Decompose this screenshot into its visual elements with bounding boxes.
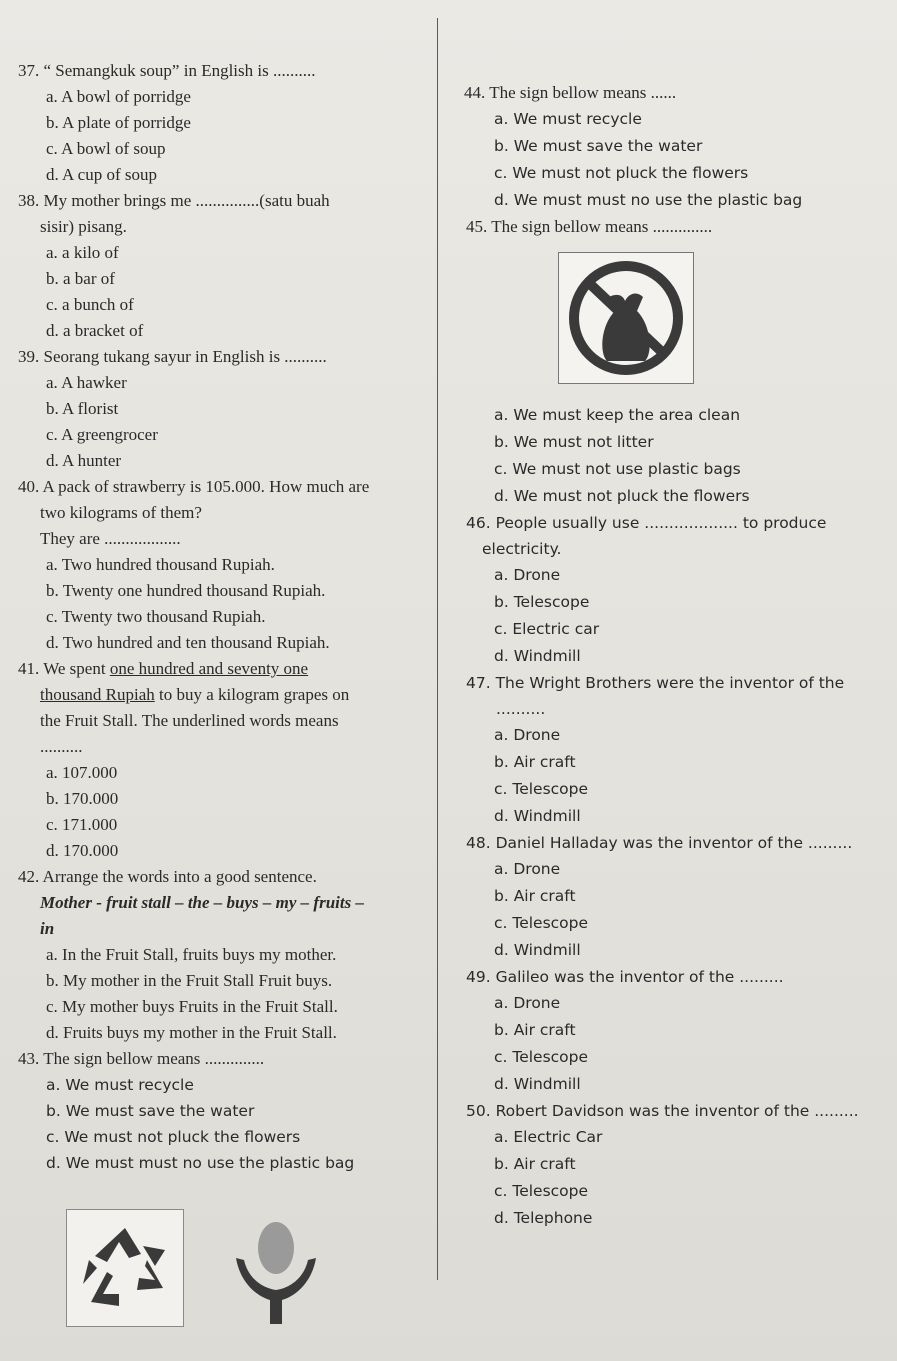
question-45: 45. The sign bellow means .............. bbox=[466, 217, 713, 236]
q41-suffix: to buy a kilogram grapes on bbox=[154, 685, 350, 704]
question-39: 39. Seorang tukang sayur in English is .......... bbox=[18, 347, 327, 366]
q48-option-b[interactable]: b. Air craft bbox=[494, 887, 576, 905]
question-37: 37. “ Semangkuk soup” in English is .......... bbox=[18, 61, 316, 80]
q49-option-a[interactable]: a. Drone bbox=[494, 994, 561, 1012]
q38-option-b[interactable]: b. a bar of bbox=[46, 269, 115, 288]
q37-option-b[interactable]: b. A plate of porridge bbox=[46, 113, 191, 132]
question-40-line2: two kilograms of them? bbox=[40, 503, 202, 522]
q39-option-d[interactable]: d. A hunter bbox=[46, 451, 122, 470]
q42-option-d[interactable]: d. Fruits buys my mother in the Fruit Stall. bbox=[46, 1023, 337, 1042]
question-48: 48. Daniel Halladay was the inventor of the ......... bbox=[466, 834, 853, 852]
q40-option-c[interactable]: c. Twenty two thousand Rupiah. bbox=[46, 607, 266, 626]
right-column bbox=[466, 82, 878, 1232]
left-column bbox=[18, 58, 430, 1176]
question-43: 43. The sign bellow means .............. bbox=[18, 1049, 265, 1068]
question-41-line3: the Fruit Stall. The underlined words means bbox=[40, 711, 339, 730]
q43-option-c[interactable]: c. We must not pluck the flowers bbox=[46, 1128, 301, 1146]
q41-option-b[interactable]: b. 170.000 bbox=[46, 789, 119, 808]
question-44: 44. The sign bellow means ...... bbox=[464, 83, 677, 102]
q41-prefix: 41. We spent bbox=[18, 659, 110, 678]
question-50: 50. Robert Davidson was the inventor of the ......... bbox=[466, 1102, 859, 1120]
q44-option-a[interactable]: a. We must recycle bbox=[494, 110, 642, 128]
q44-option-d[interactable]: d. We must must no use the plastic bag bbox=[494, 191, 803, 209]
q45-option-c[interactable]: c. We must not use plastic bags bbox=[494, 460, 741, 478]
q41-underlined-1: one hundred and seventy one bbox=[109, 659, 309, 678]
q50-option-b[interactable]: b. Air craft bbox=[494, 1155, 576, 1173]
question-42: 42. Arrange the words into a good sentence. bbox=[18, 867, 317, 886]
q38-option-d[interactable]: d. a bracket of bbox=[46, 321, 144, 340]
q39-option-a[interactable]: a. A hawker bbox=[46, 373, 127, 392]
q42-words-line2: in bbox=[40, 919, 55, 938]
q40-option-a[interactable]: a. Two hundred thousand Rupiah. bbox=[46, 555, 275, 574]
q45-option-d[interactable]: d. We must not pluck the flowers bbox=[494, 487, 750, 505]
question-41-line2 bbox=[40, 682, 430, 708]
q39-option-b[interactable]: b. A florist bbox=[46, 399, 119, 418]
question-41-line4: .......... bbox=[40, 737, 83, 756]
q50-option-c[interactable]: c. Telescope bbox=[494, 1182, 589, 1200]
q46-option-d[interactable]: d. Windmill bbox=[494, 647, 581, 665]
q43-option-d[interactable]: d. We must must no use the plastic bag bbox=[46, 1154, 355, 1172]
q39-option-c[interactable]: c. A greengrocer bbox=[46, 425, 158, 444]
q42-option-a[interactable]: a. In the Fruit Stall, fruits buys my mother. bbox=[46, 945, 337, 964]
q49-option-d[interactable]: d. Windmill bbox=[494, 1075, 581, 1093]
q45-option-a[interactable]: a. We must keep the area clean bbox=[494, 406, 741, 424]
q37-option-c[interactable]: c. A bowl of soup bbox=[46, 139, 166, 158]
q41-option-c[interactable]: c. 171.000 bbox=[46, 815, 118, 834]
q46-option-c[interactable]: c. Electric car bbox=[494, 620, 600, 638]
q47-option-a[interactable]: a. Drone bbox=[494, 726, 561, 744]
q46-option-a[interactable]: a. Drone bbox=[494, 566, 561, 584]
q46-option-b[interactable]: b. Telescope bbox=[494, 593, 590, 611]
q43-option-a[interactable]: a. We must recycle bbox=[46, 1076, 194, 1094]
question-47-line1: 47. The Wright Brothers were the inventor of the bbox=[466, 674, 845, 692]
q37-option-a[interactable]: a. A bowl of porridge bbox=[46, 87, 191, 106]
q41-option-a[interactable]: a. 107.000 bbox=[46, 763, 118, 782]
q48-option-d[interactable]: d. Windmill bbox=[494, 941, 581, 959]
q50-option-d[interactable]: d. Telephone bbox=[494, 1209, 593, 1227]
q43-option-b[interactable]: b. We must save the water bbox=[46, 1102, 255, 1120]
question-46-line1: 46. People usually use ................... to produce bbox=[466, 514, 827, 532]
question-49: 49. Galileo was the inventor of the ......... bbox=[466, 968, 784, 986]
q42-option-b[interactable]: b. My mother in the Fruit Stall Fruit buys. bbox=[46, 971, 333, 990]
q41-option-d[interactable]: d. 170.000 bbox=[46, 841, 119, 860]
q49-option-b[interactable]: b. Air craft bbox=[494, 1021, 576, 1039]
no-plastic-bag-sign bbox=[558, 252, 694, 384]
q38-option-c[interactable]: c. a bunch of bbox=[46, 295, 134, 314]
q48-option-a[interactable]: a. Drone bbox=[494, 860, 561, 878]
q48-option-c[interactable]: c. Telescope bbox=[494, 914, 589, 932]
question-40-line1: 40. A pack of strawberry is 105.000. How much are bbox=[18, 477, 370, 496]
question-47-line2: .......... bbox=[496, 700, 546, 718]
q40-option-b[interactable]: b. Twenty one hundred thousand Rupiah. bbox=[46, 581, 326, 600]
q47-option-b[interactable]: b. Air craft bbox=[494, 753, 576, 771]
hands-water-drop-icon bbox=[226, 1212, 326, 1324]
question-46-line2: electricity. bbox=[482, 540, 562, 558]
q47-option-c[interactable]: c. Telescope bbox=[494, 780, 589, 798]
q40-option-d[interactable]: d. Two hundred and ten thousand Rupiah. bbox=[46, 633, 330, 652]
question-38-line1: 38. My mother brings me ...............(satu buah bbox=[18, 191, 330, 210]
q42-words-line1: Mother - fruit stall – the – buys – my – fruits – bbox=[40, 893, 364, 912]
q45-option-b[interactable]: b. We must not litter bbox=[494, 433, 654, 451]
q37-option-d[interactable]: d. A cup of soup bbox=[46, 165, 157, 184]
recycle-sign-image bbox=[66, 1209, 184, 1327]
no-plastic-bag-sign-icon bbox=[559, 253, 693, 383]
column-divider bbox=[437, 18, 438, 1280]
question-38-line2: sisir) pisang. bbox=[40, 217, 127, 236]
recycle-icon bbox=[67, 1210, 183, 1326]
q49-option-c[interactable]: c. Telescope bbox=[494, 1048, 589, 1066]
q44-option-b[interactable]: b. We must save the water bbox=[494, 137, 703, 155]
q42-option-c[interactable]: c. My mother buys Fruits in the Fruit Stall. bbox=[46, 997, 338, 1016]
question-41-line1 bbox=[18, 656, 430, 682]
q50-option-a[interactable]: a. Electric Car bbox=[494, 1128, 603, 1146]
q47-option-d[interactable]: d. Windmill bbox=[494, 807, 581, 825]
q41-underlined-2: thousand Rupiah bbox=[40, 685, 155, 704]
question-40-line3: They are .................. bbox=[40, 529, 181, 548]
q44-option-c[interactable]: c. We must not pluck the flowers bbox=[494, 164, 749, 182]
q38-option-a[interactable]: a. a kilo of bbox=[46, 243, 119, 262]
